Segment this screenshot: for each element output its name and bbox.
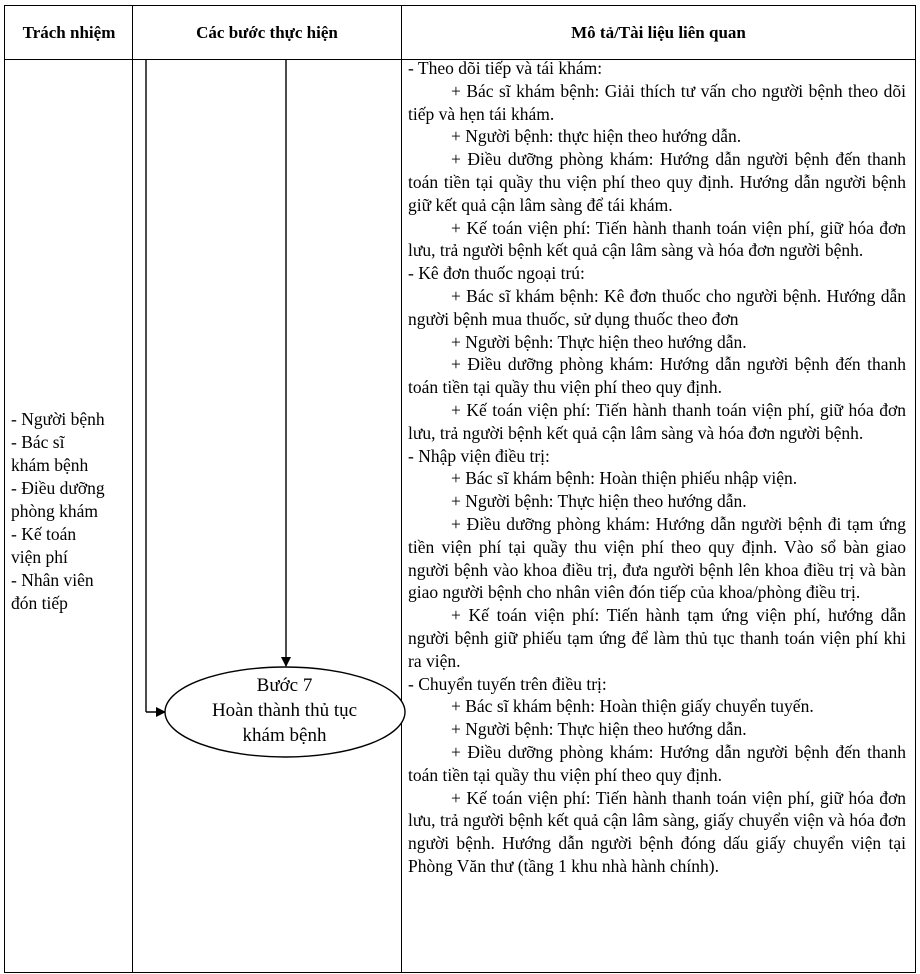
responsibility-line: - Kế toán: [11, 524, 77, 544]
responsibility-line: - Nhân viên: [11, 570, 94, 590]
step-number: Bước 7: [256, 675, 313, 696]
step-label: [163, 673, 406, 748]
description-item: + Bác sĩ khám bệnh: Giải thích tư vấn cho người bệnh theo dõi tiếp và hẹn tái khám.: [408, 80, 906, 124]
description-section-heading: - Chuyển tuyến trên điều trị:: [408, 673, 607, 694]
description-item: + Bác sĩ khám bệnh: Hoàn thiện giấy chuyển tuyến.: [451, 696, 814, 717]
description-item: + Điều dưỡng phòng khám: Hướng dẫn người bệnh đi tạm ứng tiền viện phí tại quầy thu viện phí theo quy định. Vào sổ bàn giao người bệnh vào khoa điều trị, đưa người bệnh lên khoa điều trị và bàn giao người bệnh cho nhân viên đón tiếp của khoa/phòng điều trị.: [408, 513, 906, 603]
header-responsibility-text: Trách nhiệm: [22, 22, 116, 42]
description-section-heading: - Kê đơn thuốc ngoại trú:: [408, 263, 585, 284]
header-steps-text: Các bước thực hiện: [196, 22, 338, 42]
responsibility-line: - Điều dưỡng: [11, 478, 105, 498]
description-item: + Bác sĩ khám bệnh: Kê đơn thuốc cho người bệnh. Hướng dẫn người bệnh mua thuốc, sử dụng thuốc theo đơn: [408, 285, 906, 329]
header-description-text: Mô tả/Tài liệu liên quan: [571, 22, 746, 42]
responsibility-line: - Bác sĩ: [11, 432, 65, 452]
description-content: [408, 57, 906, 878]
description-item: + Điều dưỡng phòng khám: Hướng dẫn người bệnh đến thanh toán tiền tại quầy thu viện phí theo quy định.: [408, 354, 906, 398]
description-item: + Kế toán viện phí: Tiến hành tạm ứng viện phí, hướng dẫn người bệnh giữ phiếu tạm ứng để làm thủ tục thanh toán viện phí khi ra viện.: [408, 605, 906, 671]
responsibility-line: - Người bệnh: [11, 409, 105, 429]
description-section-heading: - Theo dõi tiếp và tái khám:: [408, 58, 603, 78]
step-title-line2: khám bệnh: [242, 725, 327, 746]
description-item: + Kế toán viện phí: Tiến hành thanh toán viện phí, giữ hóa đơn lưu, trả người bệnh kết quả cận lâm sàng và hóa đơn người bệnh.: [408, 399, 906, 443]
responsibility-line: phòng khám: [11, 501, 99, 521]
description-section-heading: - Nhập viện điều trị:: [408, 445, 550, 466]
description-item: + Người bệnh: Thực hiện theo hướng dẫn.: [451, 331, 747, 352]
description-item: + Bác sĩ khám bệnh: Hoàn thiện phiếu nhập viện.: [451, 468, 798, 489]
description-item: + Điều dưỡng phòng khám: Hướng dẫn người bệnh đến thanh toán tiền tại quầy thu viện phí theo quy định.: [408, 741, 906, 785]
responsibility-line: khám bệnh: [11, 455, 89, 475]
description-item: + Kế toán viện phí: Tiến hành thanh toán viện phí, giữ hóa đơn lưu, trả người bệnh kết quả cận lâm sàng, giấy chuyển viện và hóa đơn người bệnh. Hướng dẫn người bệnh đóng dấu giấy chuyển viện tại Phòng Văn thư (tầng 1 khu nhà hành chính).: [408, 787, 906, 876]
description-item: + Người bệnh: Thực hiện theo hướng dẫn.: [451, 491, 747, 512]
description-item: + Kế toán viện phí: Tiến hành thanh toán viện phí, giữ hóa đơn lưu, trả người bệnh kết quả cận lâm sàng và hóa đơn người bệnh.: [408, 217, 906, 261]
responsibility-line: đón tiếp: [11, 593, 68, 613]
description-item: + Người bệnh: Thực hiện theo hướng dẫn.: [451, 719, 747, 740]
step-title-line1: Hoàn thành thủ tục: [211, 700, 358, 721]
responsibility-line: viện phí: [11, 547, 68, 567]
description-item: + Điều dưỡng phòng khám: Hướng dẫn người bệnh đến thanh toán tiền tại quầy thu viện phí theo quy định. Hướng dẫn người bệnh giữ kết quả cận lâm sàng để tái khám.: [408, 149, 906, 215]
description-item: + Người bệnh: thực hiện theo hướng dẫn.: [451, 126, 742, 147]
